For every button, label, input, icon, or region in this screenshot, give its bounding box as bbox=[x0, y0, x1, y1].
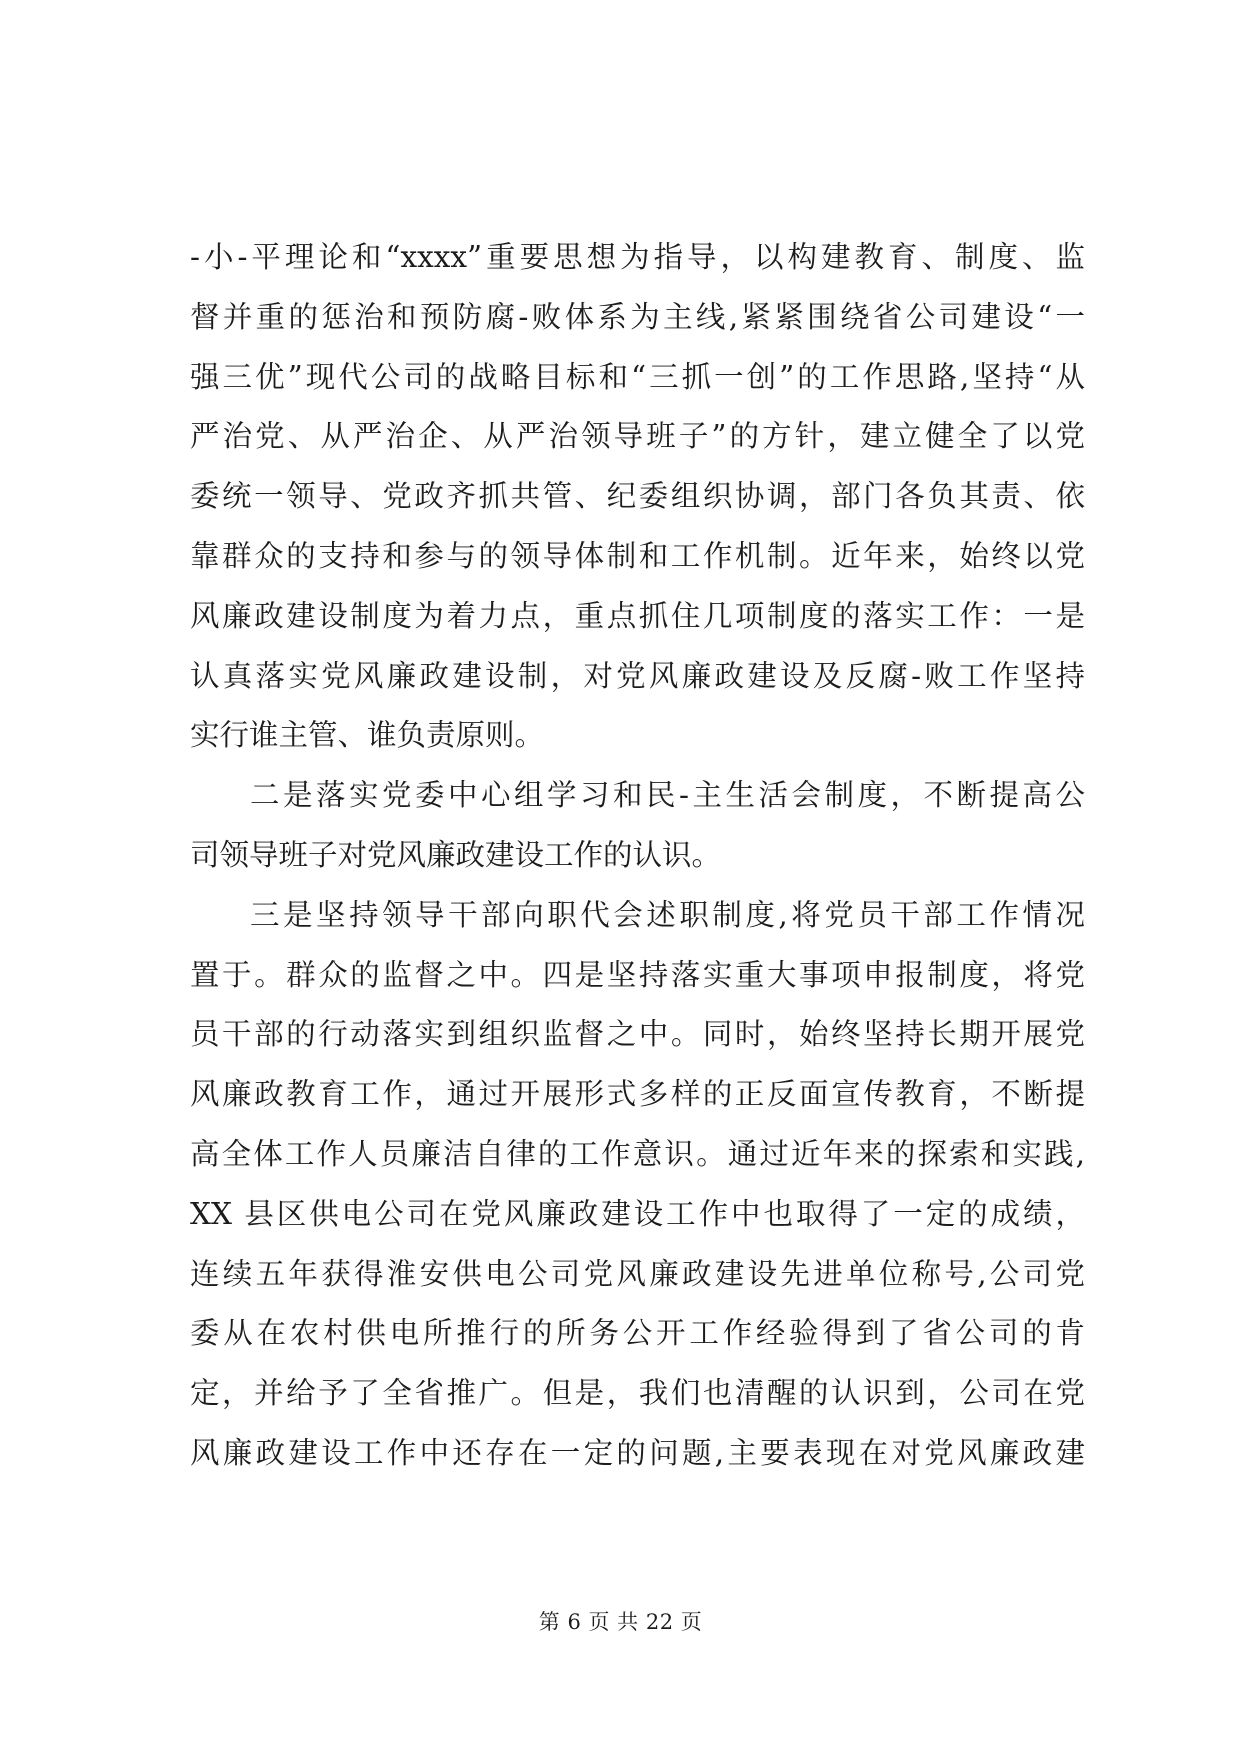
text-line: 委从在农村供电所推行的所务公开工作经验得到了省公司的肯 bbox=[190, 1316, 1085, 1351]
text-line: 定，并给予了全省推广。但是，我们也清醒的认识到，公司在党 bbox=[190, 1376, 1085, 1411]
text-line: 严治党、从严治企、从严治领导班子”的方针，建立健全了以党 bbox=[190, 419, 1085, 454]
text-line: 司领导班子对党风廉政建设工作的认识。 bbox=[190, 837, 722, 872]
text-line: 高全体工作人员廉洁自律的工作意识。通过近年来的探索和实践, bbox=[190, 1136, 1085, 1171]
text-line: 委统一领导、党政齐抓共管、纪委组织协调，部门各负其责、依 bbox=[190, 479, 1085, 514]
document-body bbox=[190, 228, 1085, 1484]
page-number-footer: 第 6 页 共 22 页 bbox=[538, 1610, 703, 1634]
text-line: 实行谁主管、谁负责原则。 bbox=[190, 718, 545, 753]
text-line: 风廉政建设制度为着力点，重点抓住几项制度的落实工作：一是 bbox=[190, 598, 1085, 633]
text-line: 风廉政建设工作中还存在一定的问题,主要表现在对党风廉政建 bbox=[190, 1435, 1085, 1470]
text-line: 靠群众的支持和参与的领导体制和工作机制。近年来，始终以党 bbox=[190, 538, 1085, 573]
text-line: 连续五年获得淮安供电公司党风廉政建设先进单位称号,公司党 bbox=[190, 1256, 1085, 1291]
text-line: 置于。群众的监督之中。四是坚持落实重大事项申报制度，将党 bbox=[190, 957, 1085, 992]
text-line: -小-平理论和“xxxx”重要思想为指导，以构建教育、制度、监 bbox=[190, 240, 1085, 274]
text-line: 强三优”现代公司的战略目标和“三抓一创”的工作思路,坚持“从 bbox=[190, 359, 1085, 394]
text-line: 员干部的行动落实到组织监督之中。同时，始终坚持长期开展党 bbox=[190, 1017, 1085, 1052]
text-line: 督并重的惩治和预防腐-败体系为主线,紧紧围绕省公司建设“一 bbox=[190, 299, 1085, 334]
paragraph-first-line: 二是落实党委中心组学习和民-主生活会制度，不断提高公 bbox=[250, 778, 1085, 813]
paragraph-first-line: 三是坚持领导干部向职代会述职制度,将党员干部工作情况 bbox=[250, 897, 1085, 932]
text-line: 认真落实党风廉政建设制，对党风廉政建设及反腐-败工作坚持 bbox=[190, 658, 1085, 693]
text-line: XX 县区供电公司在党风廉政建设工作中也取得了一定的成绩， bbox=[190, 1196, 1085, 1231]
text-line: 风廉政教育工作，通过开展形式多样的正反面宣传教育，不断提 bbox=[190, 1077, 1085, 1112]
